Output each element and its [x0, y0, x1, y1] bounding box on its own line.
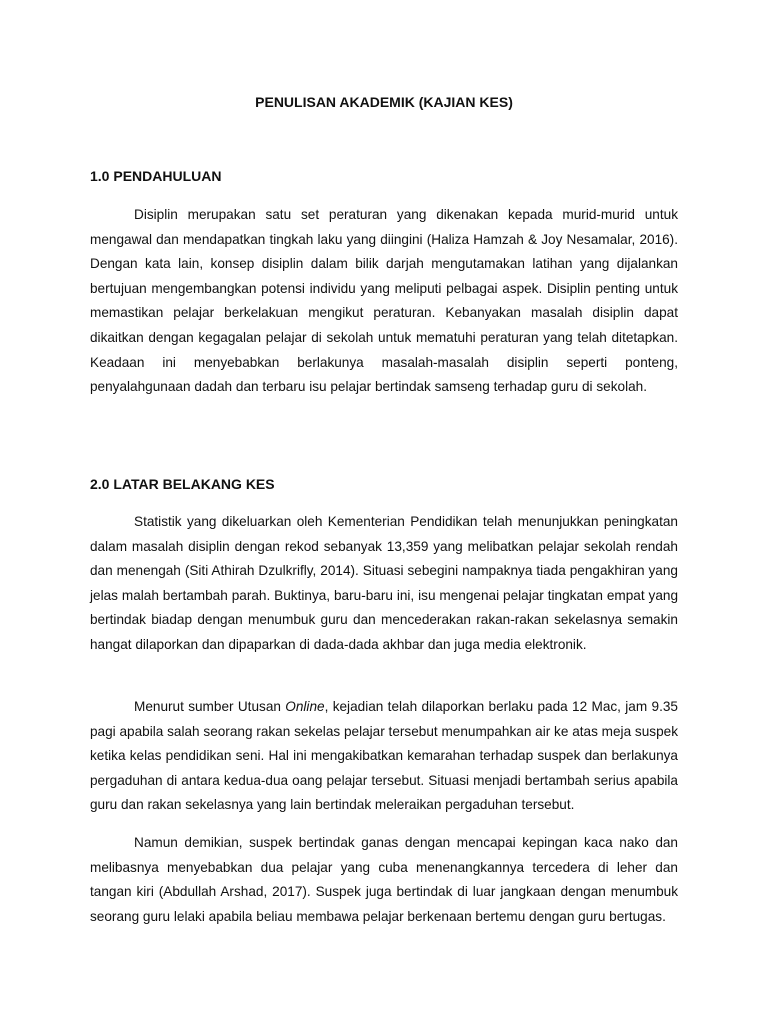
document-title: PENULISAN AKADEMIK (KAJIAN KES) [255, 94, 513, 110]
paragraph-text-after: , kejadian telah dilaporkan berlaku pada 12 Mac, jam 9.35 pagi apabila salah seorang rakan sekelas pelajar tersebut menumpahkan air ke atas meja suspek ketika kelas pendidikan seni. Hal ini mengakibatkan kemarahan terhadap suspek dan berlakunya pergaduhan di antara kedua-dua oang pelajar tersebut. Situasi menjadi bertambah serius apabila guru dan rakan sekelasnya yang lain bertindak meleraikan pergaduhan tersebut. [90, 699, 678, 813]
paragraph-pendahuluan: Disiplin merupakan satu set peraturan yang dikenakan kepada murid-murid untuk mengawal dan mendapatkan tingkah laku yang diingini (Haliza Hamzah & Joy Nesamalar, 2016). Dengan kata lain, konsep disiplin dalam bilik darjah mengutamakan latihan yang dijalankan bertujuan mengembangkan potensi individu yang meliputi pelbagai aspek. Disiplin penting untuk memastikan pelajar berkelakuan mengikut peraturan. Kebanyakan masalah disiplin dapat dikaitkan dengan kegagalan pelajar di sekolah untuk mematuhi peraturan yang telah ditetapkan. Keadaan ini menyebabkan berlakunya masalah-masalah disiplin seperti ponteng, penyalahgunaan dadah dan terbaru isu pelajar bertindak samseng terhadap guru di sekolah. [90, 207, 678, 395]
paragraph-statistik: Statistik yang dikeluarkan oleh Kementerian Pendidikan telah menunjukkan peningkatan dalam masalah disiplin dengan rekod sebanyak 13,359 yang melibatkan pelajar sekolah rendah dan menengah (Siti Athirah Dzulkrifly, 2014). Situasi sebegini nampaknya tiada pengakhiran yang jelas malah bertambah parah. Buktinya, baru-baru ini, isu mengenai pelajar tingkatan empat yang bertindak biadap dengan menumbuk guru dan mencederakan rakan-rakan sekelasnya semakin hangat dilaporkan dan dipaparkan di dada-dada akhbar dan juga media elektronik. [90, 514, 678, 652]
paragraph-text-before: Menurut sumber Utusan [134, 699, 286, 714]
section-heading-latar-belakang: 2.0 LATAR BELAKANG KES [90, 476, 275, 492]
section-heading-pendahuluan: 1.0 PENDAHULUAN [90, 168, 222, 184]
paragraph-utusan-online [90, 695, 678, 818]
emphasized-source-name: Online [285, 699, 325, 714]
paragraph-suspek-ganas: Namun demikian, suspek bertindak ganas dengan mencapai kepingan kaca nako dan melibasnya menyebabkan dua pelajar yang cuba menenangkannya tercedera di leher dan tangan kiri (Abdullah Arshad, 2017). Suspek juga bertindak di luar jangkaan dengan menumbuk seorang guru lelaki apabila beliau membawa pelajar berkenaan bertemu dengan guru bertugas. [90, 835, 678, 924]
